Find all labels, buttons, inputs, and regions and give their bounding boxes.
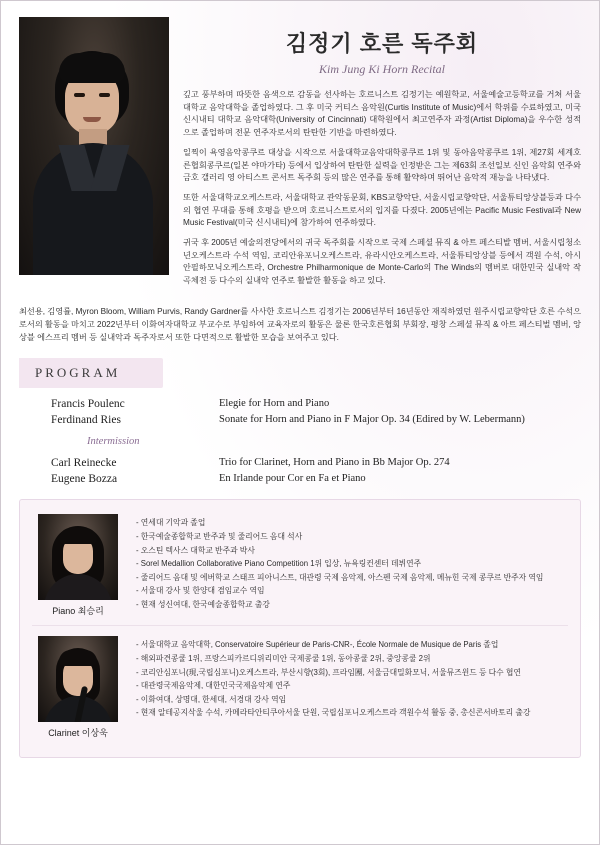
program-work: Trio for Clarinet, Horn and Piano in Bb Major Op. 274 bbox=[219, 457, 450, 469]
credit-line: - 줄리어드 음대 및 에버학교 스태프 피아니스트, 대관령 국제 음악제, 아스펜 국제 음악제, 메뉴힌 국제 콩쿠르 반주자 역임 bbox=[136, 572, 544, 582]
portrait-shirt bbox=[33, 143, 153, 275]
program-work: En Irlande pour Cor en Fa et Piano bbox=[219, 473, 366, 485]
credit-line: - 이화여대, 상명대, 한세대, 서경대 강사 역임 bbox=[136, 694, 287, 704]
pianist-photo bbox=[38, 514, 118, 600]
credit-line: - 현재 성신여대, 한국예술종합학교 출강 bbox=[136, 600, 270, 610]
performer-card bbox=[32, 625, 568, 747]
portrait-mouth bbox=[83, 117, 101, 122]
program-composer: Eugene Bozza bbox=[51, 473, 118, 486]
credit-line: - 서울대학교 음악대학, Conservatoire Supérieur de Paris-CNR-, École Normale de Musique de Paris 졸업 bbox=[136, 640, 499, 650]
performer-name: Clarinet 이상욱 bbox=[48, 728, 108, 739]
program-item bbox=[41, 414, 581, 426]
portrait-right-eye bbox=[99, 93, 110, 97]
header-section bbox=[19, 17, 581, 295]
photo-fringe-shape bbox=[59, 650, 97, 666]
performer-name: Piano 최승리 bbox=[52, 606, 104, 617]
program-item bbox=[41, 457, 581, 469]
program-heading-label: PROGRAM bbox=[35, 365, 121, 381]
performer-credits bbox=[136, 514, 568, 617]
bio-paragraph: 귀국 후 2005년 예술의전당에서의 귀국 독주회를 시작으로 국제 스페셜 뮤직 & 아트 페스티발 멤버, 서울시립청소년오케스트라 수석 역임, 코리안유포니오케스트라, 유라시안오케스트라, 서울튜티앙상블 등에서 객원 수석, 아시안필하모닉오케스트라, Orchestre Philharmonique de Monte-Carlo의 The Winds의 멤버로 대한민국 실내악 작곡체전 등 다수의 실내악 연주로 활발한 활동을 하고 있다. bbox=[183, 238, 581, 286]
program-composer: Francis Poulenc bbox=[51, 398, 125, 411]
performer-bios-panel bbox=[19, 499, 581, 758]
page-title-english: Kim Jung Ki Horn Recital bbox=[319, 62, 445, 76]
credit-line: - 해외파견콩쿨 1위, 프랑스피카르디위리미안 국제콩쿨 1위, 동아콩쿨 2위, 중앙콩쿨 2위 bbox=[136, 653, 431, 663]
performer-photo-wrap bbox=[32, 514, 124, 617]
subbio-paragraph: 최선용, 김영률, Myron Bloom, William Purvis, Randy Gardner를 사사한 호르니스트 김정기는 2006년부터 16년동안 재직하였던 원주시립교향악단 호른 수석으로서의 활동을 마치고 2022년부터 이화여자대학교 부교수로 부임하여 교육자로의 활동은 물론 한국호른협회 부회장, 평창 스페셜 뮤직 & 아트 페스티벌 멤버, 앙상블 에스프리 멤버 등 실내악과 독주자로서 또한 다면적으로 활발한 모습을 보여주고 있다. bbox=[19, 306, 581, 343]
performer-photo-wrap bbox=[32, 636, 124, 739]
credit-line: - 한국예술종합학교 반주과 및 줄리어드 음대 석사 bbox=[136, 531, 303, 541]
program-composer: Carl Reinecke bbox=[51, 457, 117, 470]
photo-fringe-shape bbox=[59, 528, 97, 544]
performer-card bbox=[32, 510, 568, 625]
credit-line: - 서울대 강사 및 한양대 겸임교수 역임 bbox=[136, 586, 265, 596]
title-block bbox=[183, 27, 581, 77]
program-composer: Ferdinand Ries bbox=[51, 414, 121, 427]
program-work: Sonate for Horn and Piano in F Major Op. 34 (Edired by W. Lebermann) bbox=[219, 414, 525, 426]
biography-block bbox=[183, 89, 581, 288]
bio-paragraph: 또한 서울대학교오케스트라, 서울대학교 관악동문회, KBS교향악단, 서울시립교향악단, 서울튜티앙상블등과 다수의 협연 무대를 통해 호평을 받으며 호르니스트로서의 입지를 다졌다. 2005년에는 Pacific Music Festival과 New Music Festival(미국 신시내티)에 참가하여 연주하였다. bbox=[183, 192, 581, 228]
portrait-left-eye bbox=[74, 93, 85, 97]
performer-credits bbox=[136, 636, 568, 739]
program-item bbox=[41, 398, 581, 410]
credit-line: - 코리안심포니(現,국립심포니)오케스트라, 부산시향(3회), 프라임團, 서울금대밀화모닉, 서울뮤즈윈드 등 다수 협연 bbox=[136, 667, 521, 677]
credit-line: - 연세대 기악과 졸업 bbox=[136, 518, 206, 528]
header-text-block bbox=[183, 17, 581, 295]
page-title-korean: 김정기 호른 독주회 bbox=[285, 31, 479, 56]
credit-line: - 대관령국제음악제, 대한민국국제음악제 연주 bbox=[136, 681, 291, 691]
secondary-biography-block bbox=[19, 305, 581, 344]
bio-paragraph: 일찍이 욕영음악콩쿠르 대상을 시작으로 서울대학교음악대학콩쿠르 1위 및 동아음악콩쿠르 1위, 제27회 세계호른협회콩쿠르(일본 야마가타) 등에서 입상하여 탄탄한 실력을 인정받은 그는 제63회 조선일보 신인 음악회 연주와 금호 갤러리 영 아티스트 콘서트 독주회 등의 많은 연주를 통해 활약하며 뛰어난 음악적 재능을 나타냈다. bbox=[183, 147, 581, 183]
credit-line: - 오스틴 텍사스 대학교 반주과 박사 bbox=[136, 545, 255, 555]
program-item bbox=[41, 473, 581, 485]
intermission-label: Intermission bbox=[87, 436, 140, 448]
main-performer-portrait bbox=[19, 17, 169, 275]
credit-line: - 현재 알테공지삭울 수석, 카메라타안티쿠아서울 단원, 국립심포니오케스트라 객원수석 활동 중, 총신콘서바토리 출강 bbox=[136, 708, 531, 718]
portrait-fringe-shape bbox=[59, 53, 125, 83]
program-heading-banner bbox=[19, 358, 163, 388]
clarinetist-photo bbox=[38, 636, 118, 722]
bio-paragraph: 깊고 풍부하며 따뜻한 음색으로 감동을 선사하는 호르니스트 김정기는 예원학교, 서울예술고등학교를 거쳐 서울대학교 음악대학을 졸업하였다. 그 후 미국 커티스 음악원(Curtis Institute of Music)에서 학위를 수료하였고, 미국 신시내티 대학교 음악대학(University of Cincinnati) 대학원에서 최고연주자 과정(Artist Diploma)을 우수한 성적으로 졸업하며 전문 연주자로서의 탄탄한 기반을 마련하였다. bbox=[183, 90, 581, 138]
credit-line: - Sorel Medallion Collaborative Piano Competition 1위 입상, 뉴욕링컨센터 데뷔연주 bbox=[136, 559, 422, 569]
program-work: Elegie for Horn and Piano bbox=[219, 398, 330, 410]
program-list bbox=[19, 398, 581, 485]
